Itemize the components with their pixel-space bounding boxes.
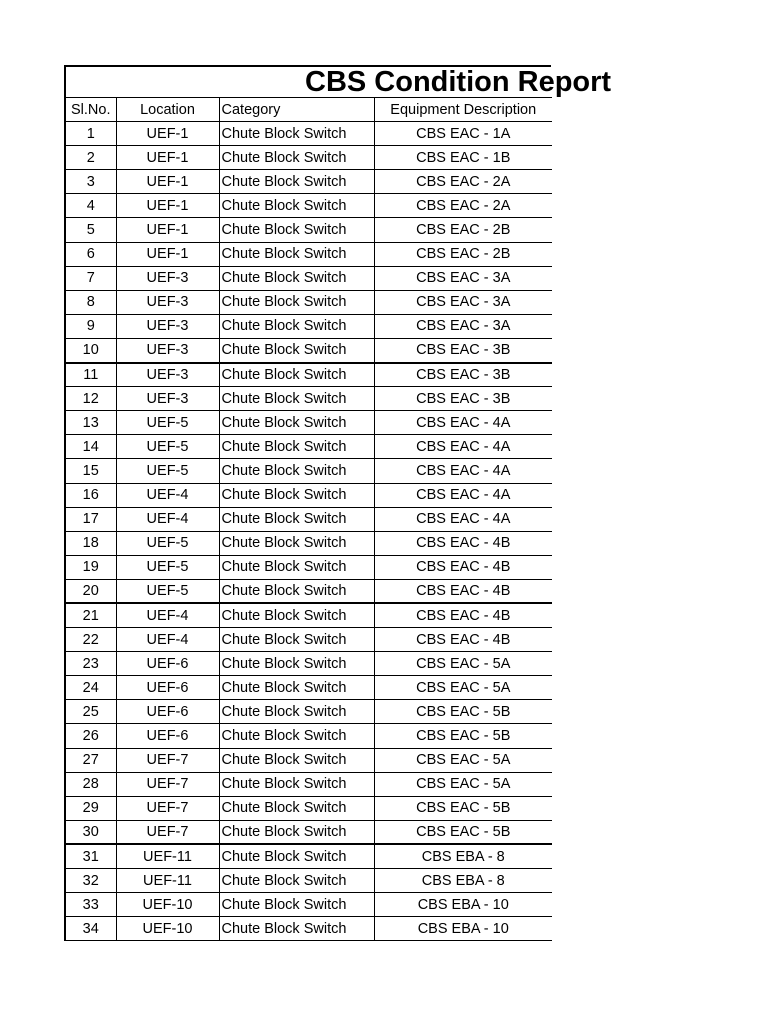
cell-category: Chute Block Switch (219, 869, 374, 893)
table-row (65, 194, 552, 218)
cell-location: UEF-3 (116, 290, 219, 314)
cell-sl-no: 19 (65, 555, 116, 579)
cell-category: Chute Block Switch (219, 338, 374, 362)
table-row (65, 844, 552, 868)
cell-location: UEF-5 (116, 435, 219, 459)
cell-location: UEF-3 (116, 266, 219, 290)
cell-sl-no: 17 (65, 507, 116, 531)
cell-sl-no: 9 (65, 314, 116, 338)
table-row (65, 700, 552, 724)
cell-category: Chute Block Switch (219, 652, 374, 676)
table-row (65, 628, 552, 652)
table-row (65, 242, 552, 266)
cell-category: Chute Block Switch (219, 314, 374, 338)
table-row (65, 314, 552, 338)
cell-category: Chute Block Switch (219, 146, 374, 170)
title-bar (64, 65, 612, 98)
cell-equipment-description: CBS EAC - 2A (374, 170, 552, 194)
table-row (65, 676, 552, 700)
cell-sl-no: 25 (65, 700, 116, 724)
cell-location: UEF-5 (116, 579, 219, 603)
cell-category: Chute Block Switch (219, 266, 374, 290)
cell-location: UEF-4 (116, 603, 219, 627)
cell-category: Chute Block Switch (219, 435, 374, 459)
cell-sl-no: 15 (65, 459, 116, 483)
cell-category: Chute Block Switch (219, 507, 374, 531)
cell-sl-no: 7 (65, 266, 116, 290)
cell-location: UEF-7 (116, 748, 219, 772)
cell-equipment-description: CBS EAC - 2B (374, 242, 552, 266)
table-row (65, 603, 552, 627)
cell-category: Chute Block Switch (219, 242, 374, 266)
cell-location: UEF-5 (116, 555, 219, 579)
report-sheet (64, 65, 612, 943)
report-title: CBS Condition Report (305, 66, 612, 98)
cell-sl-no: 30 (65, 820, 116, 844)
table-row (65, 170, 552, 194)
cell-category: Chute Block Switch (219, 724, 374, 748)
cell-category: Chute Block Switch (219, 387, 374, 411)
cell-equipment-description: CBS EAC - 4B (374, 555, 552, 579)
cell-equipment-description: CBS EBA - 10 (374, 893, 552, 917)
cell-sl-no: 13 (65, 411, 116, 435)
cell-location: UEF-3 (116, 338, 219, 362)
cell-equipment-description: CBS EBA - 8 (374, 844, 552, 868)
cell-equipment-description: CBS EAC - 1B (374, 146, 552, 170)
cell-location: UEF-6 (116, 676, 219, 700)
cell-sl-no: 5 (65, 218, 116, 242)
cell-category: Chute Block Switch (219, 531, 374, 555)
table-row (65, 290, 552, 314)
cell-equipment-description: CBS EAC - 5A (374, 748, 552, 772)
table-row (65, 435, 552, 459)
cell-location: UEF-1 (116, 218, 219, 242)
condition-table (64, 97, 552, 941)
cell-location: UEF-10 (116, 893, 219, 917)
table-row (65, 411, 552, 435)
cell-category: Chute Block Switch (219, 170, 374, 194)
cell-equipment-description: CBS EAC - 4A (374, 483, 552, 507)
cell-sl-no: 29 (65, 796, 116, 820)
table-row (65, 796, 552, 820)
table-row (65, 363, 552, 387)
table-row (65, 724, 552, 748)
cell-equipment-description: CBS EAC - 4B (374, 603, 552, 627)
cell-sl-no: 24 (65, 676, 116, 700)
cell-location: UEF-1 (116, 194, 219, 218)
cell-location: UEF-1 (116, 170, 219, 194)
cell-location: UEF-6 (116, 700, 219, 724)
table-row (65, 748, 552, 772)
cell-equipment-description: CBS EAC - 2A (374, 194, 552, 218)
cell-location: UEF-6 (116, 724, 219, 748)
table-row (65, 122, 552, 146)
cell-category: Chute Block Switch (219, 748, 374, 772)
table-row (65, 507, 552, 531)
table-row (65, 555, 552, 579)
cell-location: UEF-10 (116, 917, 219, 941)
cell-category: Chute Block Switch (219, 796, 374, 820)
cell-equipment-description: CBS EAC - 5B (374, 724, 552, 748)
cell-sl-no: 18 (65, 531, 116, 555)
table-row (65, 579, 552, 603)
cell-sl-no: 23 (65, 652, 116, 676)
cell-sl-no: 12 (65, 387, 116, 411)
cell-location: UEF-1 (116, 146, 219, 170)
cell-equipment-description: CBS EAC - 3B (374, 387, 552, 411)
cell-sl-no: 32 (65, 869, 116, 893)
cell-category: Chute Block Switch (219, 290, 374, 314)
cell-category: Chute Block Switch (219, 483, 374, 507)
cell-location: UEF-7 (116, 796, 219, 820)
table-row (65, 531, 552, 555)
cell-location: UEF-6 (116, 652, 219, 676)
cell-sl-no: 16 (65, 483, 116, 507)
cell-sl-no: 3 (65, 170, 116, 194)
cell-equipment-description: CBS EAC - 5A (374, 652, 552, 676)
cell-location: UEF-1 (116, 242, 219, 266)
cell-location: UEF-11 (116, 869, 219, 893)
cell-location: UEF-7 (116, 820, 219, 844)
cell-location: UEF-5 (116, 411, 219, 435)
cell-category: Chute Block Switch (219, 579, 374, 603)
cell-sl-no: 27 (65, 748, 116, 772)
cell-location: UEF-3 (116, 387, 219, 411)
table-row (65, 387, 552, 411)
cell-category: Chute Block Switch (219, 917, 374, 941)
cell-location: UEF-11 (116, 844, 219, 868)
cell-equipment-description: CBS EAC - 5B (374, 796, 552, 820)
cell-category: Chute Block Switch (219, 459, 374, 483)
cell-location: UEF-4 (116, 483, 219, 507)
cell-equipment-description: CBS EAC - 3A (374, 290, 552, 314)
header-sl-no: Sl.No. (65, 98, 116, 122)
cell-location: UEF-4 (116, 507, 219, 531)
cell-category: Chute Block Switch (219, 628, 374, 652)
cell-equipment-description: CBS EBA - 10 (374, 917, 552, 941)
cell-location: UEF-3 (116, 314, 219, 338)
cell-equipment-description: CBS EAC - 1A (374, 122, 552, 146)
cell-location: UEF-5 (116, 459, 219, 483)
cell-equipment-description: CBS EAC - 4B (374, 531, 552, 555)
cell-sl-no: 26 (65, 724, 116, 748)
cell-equipment-description: CBS EAC - 5A (374, 772, 552, 796)
cell-sl-no: 20 (65, 579, 116, 603)
cell-sl-no: 11 (65, 363, 116, 387)
header-row (65, 98, 552, 122)
table-body (65, 122, 552, 941)
cell-sl-no: 33 (65, 893, 116, 917)
cell-category: Chute Block Switch (219, 555, 374, 579)
table-row (65, 917, 552, 941)
cell-equipment-description: CBS EAC - 5B (374, 820, 552, 844)
cell-category: Chute Block Switch (219, 218, 374, 242)
table-row (65, 146, 552, 170)
header-category: Category (219, 98, 374, 122)
cell-equipment-description: CBS EAC - 3B (374, 363, 552, 387)
table-row (65, 893, 552, 917)
cell-sl-no: 10 (65, 338, 116, 362)
cell-sl-no: 28 (65, 772, 116, 796)
header-location: Location (116, 98, 219, 122)
table-row (65, 869, 552, 893)
cell-equipment-description: CBS EAC - 3A (374, 314, 552, 338)
cell-equipment-description: CBS EAC - 4A (374, 435, 552, 459)
cell-sl-no: 8 (65, 290, 116, 314)
cell-location: UEF-5 (116, 531, 219, 555)
cell-equipment-description: CBS EAC - 4B (374, 579, 552, 603)
cell-sl-no: 21 (65, 603, 116, 627)
cell-equipment-description: CBS EAC - 5A (374, 676, 552, 700)
cell-category: Chute Block Switch (219, 844, 374, 868)
cell-category: Chute Block Switch (219, 411, 374, 435)
cell-category: Chute Block Switch (219, 700, 374, 724)
cell-equipment-description: CBS EAC - 3A (374, 266, 552, 290)
table-row (65, 483, 552, 507)
cell-equipment-description: CBS EAC - 5B (374, 700, 552, 724)
cell-location: UEF-7 (116, 772, 219, 796)
cell-category: Chute Block Switch (219, 363, 374, 387)
cell-category: Chute Block Switch (219, 820, 374, 844)
cell-equipment-description: CBS EAC - 4A (374, 507, 552, 531)
cell-location: UEF-1 (116, 122, 219, 146)
table-row (65, 266, 552, 290)
cell-sl-no: 22 (65, 628, 116, 652)
cell-sl-no: 34 (65, 917, 116, 941)
cell-category: Chute Block Switch (219, 603, 374, 627)
cell-sl-no: 2 (65, 146, 116, 170)
cell-equipment-description: CBS EAC - 3B (374, 338, 552, 362)
cell-category: Chute Block Switch (219, 676, 374, 700)
cell-category: Chute Block Switch (219, 194, 374, 218)
cell-location: UEF-3 (116, 363, 219, 387)
header-equipment-description: Equipment Description (374, 98, 552, 122)
table-row (65, 652, 552, 676)
table-row (65, 218, 552, 242)
cell-sl-no: 31 (65, 844, 116, 868)
cell-category: Chute Block Switch (219, 893, 374, 917)
table-row (65, 772, 552, 796)
cell-equipment-description: CBS EBA - 8 (374, 869, 552, 893)
cell-equipment-description: CBS EAC - 4A (374, 459, 552, 483)
table-row (65, 820, 552, 844)
cell-sl-no: 14 (65, 435, 116, 459)
cell-sl-no: 1 (65, 122, 116, 146)
cell-location: UEF-4 (116, 628, 219, 652)
table-row (65, 338, 552, 362)
cell-equipment-description: CBS EAC - 4B (374, 628, 552, 652)
cell-sl-no: 4 (65, 194, 116, 218)
cell-sl-no: 6 (65, 242, 116, 266)
cell-category: Chute Block Switch (219, 772, 374, 796)
cell-category: Chute Block Switch (219, 122, 374, 146)
cell-equipment-description: CBS EAC - 2B (374, 218, 552, 242)
table-row (65, 459, 552, 483)
cell-equipment-description: CBS EAC - 4A (374, 411, 552, 435)
